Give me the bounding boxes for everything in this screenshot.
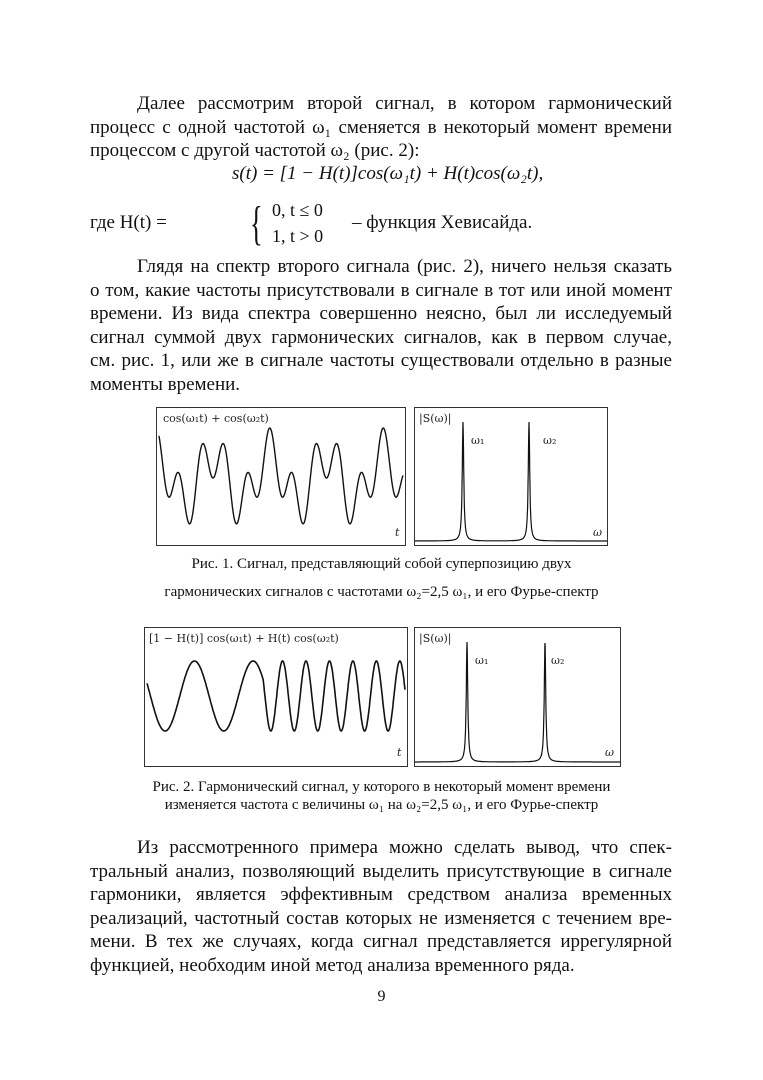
text-line: сигнал суммой двух гармонических сигналов, как в первом случае, <box>90 326 672 348</box>
text-line: о том, какие частоты присутствовали в сигнале в тот или иной момент <box>90 279 672 301</box>
text-line: Глядя на спектр второго сигнала (рис. 2), ничего нельзя сказать <box>137 256 672 277</box>
fig2-spectrum-plot <box>415 628 620 766</box>
fig1-signal-label: cos(ω₁t) + cos(ω₂t) <box>163 412 269 425</box>
fig1-signal-plot <box>157 408 405 545</box>
paragraph-conclusion <box>90 836 672 977</box>
fig1-signal-axis-label: t <box>395 526 400 539</box>
text-line: процессом с другой частотой ω₂ (рис. 2): <box>90 140 420 161</box>
text-line: мени. В тех же случаях, когда сигнал представляется иррегулярной <box>90 931 672 952</box>
paragraph-intro <box>90 92 672 163</box>
fig1-signal-panel <box>156 407 406 546</box>
text-line: Далее рассмотрим второй сигнал, в котором гармонический <box>137 93 672 114</box>
fig2-spectrum-label: |S(ω)| <box>419 632 452 645</box>
text-line: времени. Из вида спектра совершенно неясно, был ли исследуемый <box>90 303 672 324</box>
fig1-caption-line2: гармонических сигналов с частотами ω₂=2,5 ω₁, и его Фурье-спектр <box>164 584 599 600</box>
text-line: реализаций, частотный состав которых не изменяется с течением вре- <box>90 907 672 929</box>
fig2-spectrum-axis-label: ω <box>605 746 614 759</box>
fig2-signal-panel <box>144 627 408 767</box>
fig2-signal-label: [1 − H(t)] cos(ω₁t) + H(t) cos(ω₂t) <box>149 632 339 645</box>
fig2-signal-curve <box>147 661 405 731</box>
fig1-caption-line1: Рис. 1. Сигнал, представляющий собой суперпозицию двух <box>191 556 572 572</box>
text-line: тральный анализ, позволяющий выделить присутствующие в сигнале <box>90 860 672 882</box>
fig1-spectrum-axis-label: ω <box>593 526 602 539</box>
brace-icon: { <box>250 197 263 250</box>
fig2-signal-axis-label: t <box>397 746 402 759</box>
fig2-peak2-label: ω₂ <box>551 654 565 667</box>
fig2-signal-plot <box>145 628 407 766</box>
fig2-caption-line2: изменяется частота с величины ω₁ на ω₂=2,5 ω₁, и его Фурье-спектр <box>164 797 599 813</box>
fig1-spectrum-plot <box>415 408 607 545</box>
fig1-peak2-label: ω₂ <box>543 434 557 447</box>
text-line: Из рассмотренного примера можно сделать вывод, что спек- <box>137 837 672 858</box>
fig2-spectrum-curve <box>415 642 620 762</box>
heaviside-case-2: 1, t > 0 <box>272 226 324 246</box>
text-line: см. рис. 1, или же в сигнале частоты существовали отдельно в разные <box>90 350 672 371</box>
page-number: 9 <box>377 988 386 1005</box>
text-line: гармоники, является эффективным средством анализа временных <box>90 884 672 905</box>
heaviside-case-1: 0, t ≤ 0 <box>272 200 323 220</box>
fig1-spectrum-curve <box>415 422 607 541</box>
heaviside-suffix: – функция Хевисайда. <box>352 212 533 233</box>
fig1-spectrum-panel <box>414 407 608 546</box>
text-line: моменты времени. <box>90 373 241 395</box>
text-line: процесс с одной частотой ω₁ сменяется в некоторый момент времени <box>90 116 672 138</box>
fig2-peak1-label: ω₁ <box>475 654 489 667</box>
fig2-caption-line1: Рис. 2. Гармонический сигнал, у которого в некоторый момент времени <box>152 779 611 795</box>
fig1-signal-curve <box>159 428 403 524</box>
text-line: функцией, необходим иной метод анализа временного ряда. <box>90 954 575 976</box>
heaviside-prefix: где H(t) = <box>90 212 167 233</box>
paragraph-spectrum <box>90 255 672 396</box>
fig1-peak1-label: ω₁ <box>471 434 485 447</box>
fig1-spectrum-label: |S(ω)| <box>419 412 452 425</box>
fig2-spectrum-panel <box>414 627 621 767</box>
signal-formula: s(t) = [1 − H(t)]cos(ω₁t) + H(t)cos(ω₂t), <box>232 163 544 184</box>
